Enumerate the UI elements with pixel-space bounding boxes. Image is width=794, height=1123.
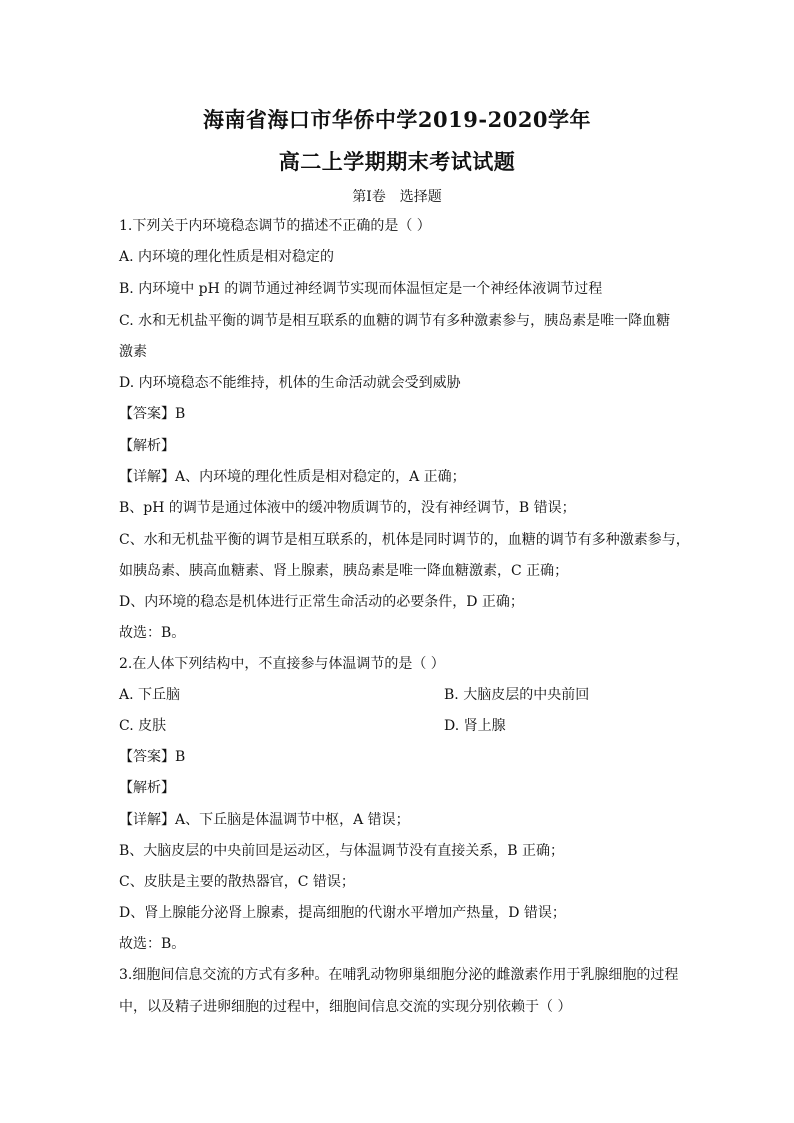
question-2-option-a: A. 下丘脑 xyxy=(119,687,181,703)
question-1-detail-c-cont: 如胰岛素、胰高血糖素、肾上腺素，胰岛素是唯一降血糖激素，C 正确； xyxy=(119,563,569,579)
question-2-detail-a: 【详解】A、下丘脑是体温调节中枢，A 错误； xyxy=(119,812,410,828)
section-heading: 第Ⅰ卷 选择题 xyxy=(352,189,442,205)
document-title-line2: 高二上学期期末考试试题 xyxy=(278,149,516,174)
question-1-option-d: D. 内环境稳态不能维持，机体的生命活动就会受到威胁 xyxy=(119,375,461,391)
question-1-conclusion: 故选：B。 xyxy=(119,625,186,641)
question-3-stem-cont: 中，以及精子进卵细胞的过程中，细胞间信息交流的实现分别依赖于（ ） xyxy=(119,999,572,1015)
question-1-stem: 1.下列关于内环境稳态调节的描述不正确的是（ ） xyxy=(119,218,431,234)
question-1-answer: 【答案】B xyxy=(119,406,186,422)
question-2-detail-c: C、皮肤是主要的散热器官，C 错误； xyxy=(119,874,355,890)
question-1-analysis-label: 【解析】 xyxy=(119,438,175,454)
question-1-detail-a: 【详解】A、内环境的理化性质是相对稳定的，A 正确； xyxy=(119,469,466,485)
question-1-option-b: B. 内环境中 pH 的调节通过神经调节实现而体温恒定是一个神经体液调节过程 xyxy=(119,281,603,297)
question-1-detail-d: D、内环境的稳态是机体进行正常生命活动的必要条件，D 正确； xyxy=(119,594,524,610)
question-3-stem: 3.细胞间信息交流的方式有多种。在哺乳动物卵巢细胞分泌的雌激素作用于乳腺细胞的过程 xyxy=(119,967,679,983)
question-2-detail-d: D、肾上腺能分泌肾上腺素，提高细胞的代谢水平增加产热量，D 错误； xyxy=(119,905,566,921)
question-2-option-d: D. 肾上腺 xyxy=(444,718,506,734)
question-1-detail-b: B、pH 的调节是通过体液中的缓冲物质调节的，没有神经调节，B 错误； xyxy=(119,500,576,516)
question-2-option-c: C. 皮肤 xyxy=(119,718,167,734)
question-2-stem: 2.在人体下列结构中，不直接参与体温调节的是（ ） xyxy=(119,656,445,672)
question-1-option-c: C. 水和无机盐平衡的调节是相互联系的血糖的调节有多种激素参与，胰岛素是唯一降血糖 xyxy=(119,313,671,329)
question-1-option-a: A. 内环境的理化性质是相对稳定的 xyxy=(119,249,335,265)
question-2-analysis-label: 【解析】 xyxy=(119,780,175,796)
question-2-detail-b: B、大脑皮层的中央前回是运动区，与体温调节没有直接关系，B 正确； xyxy=(119,843,565,859)
question-1-option-c-cont: 激素 xyxy=(119,344,147,360)
question-1-detail-c: C、水和无机盐平衡的调节是相互联系的，机体是同时调节的，血糖的调节有多种激素参与， xyxy=(119,532,690,548)
document-title-line1: 海南省海口市华侨中学2019-2020学年 xyxy=(202,107,592,132)
question-2-answer: 【答案】B xyxy=(119,749,186,765)
question-2-option-b: B. 大脑皮层的中央前回 xyxy=(444,687,590,703)
question-2-conclusion: 故选：B。 xyxy=(119,936,186,952)
